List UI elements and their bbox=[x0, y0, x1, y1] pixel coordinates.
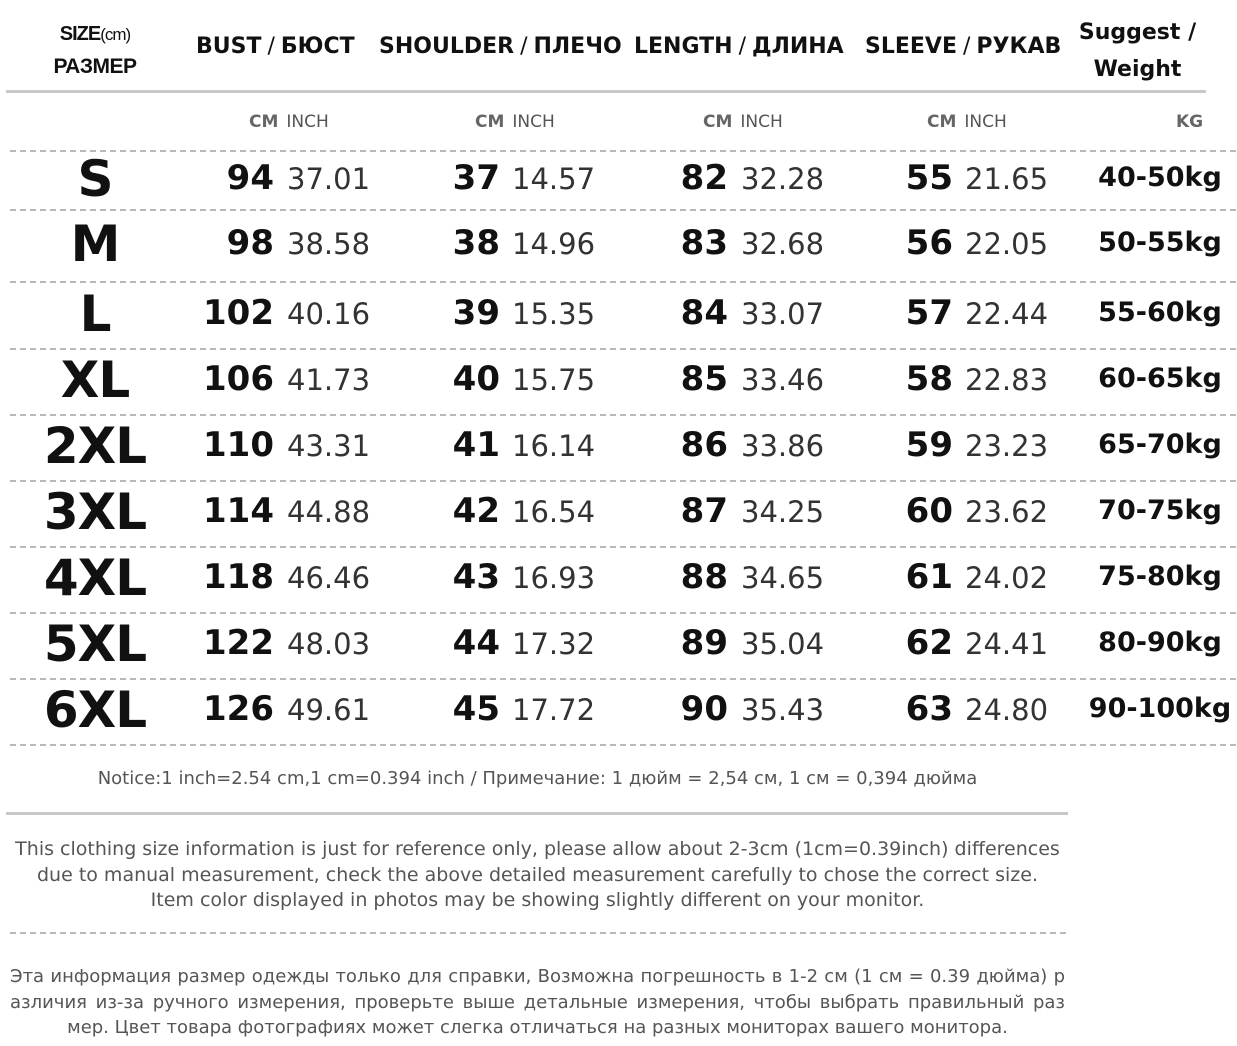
length-inch-value: 33.46 bbox=[741, 363, 825, 397]
size-label: M bbox=[70, 215, 120, 273]
bust-inch-value: 43.31 bbox=[287, 429, 371, 463]
size-label: 5XL bbox=[43, 615, 147, 673]
shoulder-inch-value: 16.14 bbox=[512, 429, 596, 463]
shoulder-inch-value: 16.93 bbox=[512, 561, 596, 595]
length-inch-value: 32.68 bbox=[741, 227, 825, 261]
size-header-ru: РАЗМЕР bbox=[53, 55, 137, 78]
sleeve-inch-value: 22.44 bbox=[965, 296, 1049, 331]
row-divider bbox=[10, 281, 1236, 283]
length-inch-value: 33.07 bbox=[741, 296, 825, 331]
sleeve-inch-value: 23.23 bbox=[965, 429, 1049, 463]
length-header: LENGTH / ДЛИНА bbox=[634, 34, 844, 59]
bust-cm-value: 118 bbox=[203, 557, 274, 597]
sleeve-cm-value: 58 bbox=[905, 359, 953, 399]
bust-header: BUST / БЮСТ bbox=[196, 34, 355, 59]
length-cm-value: 86 bbox=[680, 425, 728, 465]
length-inch-value: 35.04 bbox=[741, 627, 825, 661]
shoulder-cm-value: 43 bbox=[452, 557, 500, 597]
sleeve-cm-value: 59 bbox=[905, 425, 953, 465]
row-divider bbox=[10, 209, 1236, 211]
disclaimer-en: This clothing size information is just for reference only, please allow about 2-3cm (1cm=0.39inch) differences due to manual measurement, check the above detailed measurement carefully to chose the correct size. Item color displayed in photos may be showing slightly different on your monitor. bbox=[15, 838, 1060, 911]
sleeve-cm-value: 57 bbox=[905, 292, 953, 333]
row-divider bbox=[10, 678, 1236, 680]
length-cm-value: 82 bbox=[680, 157, 728, 198]
weight-value: 60-65kg bbox=[1098, 363, 1222, 394]
size-label: S bbox=[77, 149, 113, 208]
length-cm-value: 85 bbox=[680, 359, 728, 399]
sleeve-inch-value: 22.83 bbox=[965, 363, 1049, 397]
shoulder-inch-value: 14.96 bbox=[512, 227, 596, 261]
bust-cm-value: 102 bbox=[203, 292, 274, 333]
length-cm-value: 88 bbox=[680, 557, 728, 597]
length-cm-value: 87 bbox=[680, 491, 728, 531]
bust-inch-value: 44.88 bbox=[287, 495, 371, 529]
sleeve-cm-value: 63 bbox=[905, 689, 953, 729]
length-inch-value: 35.43 bbox=[741, 693, 825, 727]
shoulder-inch-value: 14.57 bbox=[512, 161, 596, 196]
bust-cm-value: 106 bbox=[203, 359, 274, 399]
row-divider bbox=[10, 744, 1236, 746]
length-inch-value: 33.86 bbox=[741, 429, 825, 463]
header-divider bbox=[6, 90, 1206, 93]
size-label: 6XL bbox=[43, 681, 147, 739]
weight-value: 70-75kg bbox=[1098, 495, 1222, 526]
size-label: XL bbox=[60, 351, 130, 409]
shoulder-units: CM INCH bbox=[475, 112, 555, 132]
bust-inch-value: 46.46 bbox=[287, 561, 371, 595]
weight-value: 40-50kg bbox=[1098, 161, 1222, 193]
weight-value: 90-100kg bbox=[1088, 693, 1232, 724]
bust-inch-value: 37.01 bbox=[287, 161, 371, 196]
size-header-label: SIZE bbox=[59, 23, 101, 45]
bust-cm-value: 126 bbox=[203, 689, 274, 729]
length-cm-value: 83 bbox=[680, 223, 728, 263]
shoulder-inch-value: 16.54 bbox=[512, 495, 596, 529]
bust-inch-value: 40.16 bbox=[287, 296, 371, 331]
length-cm-value: 90 bbox=[680, 689, 728, 729]
sleeve-inch-value: 24.80 bbox=[965, 693, 1049, 727]
length-cm-value: 84 bbox=[680, 292, 728, 333]
sleeve-inch-value: 24.02 bbox=[965, 561, 1049, 595]
size-header bbox=[30, 18, 160, 83]
bust-cm-value: 94 bbox=[226, 157, 274, 198]
bust-inch-value: 38.58 bbox=[287, 227, 371, 261]
shoulder-inch-value: 17.72 bbox=[512, 693, 596, 727]
shoulder-inch-value: 15.75 bbox=[512, 363, 596, 397]
bust-cm-value: 110 bbox=[203, 425, 274, 465]
shoulder-cm-value: 41 bbox=[452, 425, 500, 465]
row-divider bbox=[10, 612, 1236, 614]
shoulder-inch-value: 15.35 bbox=[512, 296, 596, 331]
sleeve-inch-value: 21.65 bbox=[965, 161, 1049, 196]
sleeve-inch-value: 23.62 bbox=[965, 495, 1049, 529]
shoulder-cm-value: 40 bbox=[452, 359, 500, 399]
notice-divider bbox=[6, 812, 1068, 815]
length-inch-value: 32.28 bbox=[741, 161, 825, 196]
shoulder-cm-value: 42 bbox=[452, 491, 500, 531]
sleeve-inch-value: 24.41 bbox=[965, 627, 1049, 661]
weight-value: 55-60kg bbox=[1098, 296, 1222, 328]
weight-value: 50-55kg bbox=[1098, 227, 1222, 258]
weight-header: Suggest / Weight bbox=[1078, 20, 1197, 82]
bust-inch-value: 41.73 bbox=[287, 363, 371, 397]
size-label: 4XL bbox=[43, 549, 147, 607]
sleeve-inch-value: 22.05 bbox=[965, 227, 1049, 261]
shoulder-inch-value: 17.32 bbox=[512, 627, 596, 661]
sleeve-cm-value: 60 bbox=[905, 491, 953, 531]
row-divider bbox=[10, 414, 1236, 416]
length-inch-value: 34.25 bbox=[741, 495, 825, 529]
shoulder-header: SHOULDER / ПЛЕЧО bbox=[379, 34, 622, 59]
size-label: 3XL bbox=[43, 483, 147, 541]
shoulder-cm-value: 38 bbox=[452, 223, 500, 263]
sleeve-cm-value: 61 bbox=[905, 557, 953, 597]
weight-value: 80-90kg bbox=[1098, 627, 1222, 658]
row-divider bbox=[10, 546, 1236, 548]
row-divider bbox=[10, 348, 1236, 350]
bust-cm-value: 122 bbox=[203, 623, 274, 663]
shoulder-cm-value: 45 bbox=[452, 689, 500, 729]
bust-cm-value: 114 bbox=[203, 491, 274, 531]
length-cm-value: 89 bbox=[680, 623, 728, 663]
sleeve-cm-value: 56 bbox=[905, 223, 953, 263]
sleeve-cm-value: 62 bbox=[905, 623, 953, 663]
sleeve-units: CM INCH bbox=[927, 112, 1007, 132]
bust-inch-value: 49.61 bbox=[287, 693, 371, 727]
shoulder-cm-value: 44 bbox=[452, 623, 500, 663]
disclaimer-ru: Эта информация размер одежды только для справки, Возможна погрешность в 1-2 см (1 см = 0.39 дюйма) р азличия из-за ручного измерения, проверьте выше детальные измерения, чтобы выбрать правильный раз мер. Цвет товара фотографиях может слегка отличаться на разных мониторах вашего монитора. bbox=[10, 966, 1065, 1038]
size-label: 2XL bbox=[43, 417, 147, 475]
bust-inch-value: 48.03 bbox=[287, 627, 371, 661]
sleeve-header: SLEEVE / РУКАВ bbox=[865, 34, 1062, 59]
size-header-unit: (cm) bbox=[100, 25, 131, 44]
sleeve-cm-value: 55 bbox=[905, 157, 953, 198]
shoulder-cm-value: 39 bbox=[452, 292, 500, 333]
conversion-notice: Notice:1 inch=2.54 cm,1 cm=0.394 inch / Примечание: 1 дюйм = 2,54 см, 1 см = 0,394 дюйма bbox=[97, 768, 978, 789]
weight-units: KG bbox=[1176, 112, 1204, 132]
weight-value: 75-80kg bbox=[1098, 561, 1222, 592]
bust-units: CM INCH bbox=[249, 112, 329, 132]
length-units: CM INCH bbox=[703, 112, 783, 132]
disclaimer-divider bbox=[10, 932, 1066, 934]
weight-value: 65-70kg bbox=[1098, 429, 1222, 460]
length-inch-value: 34.65 bbox=[741, 561, 825, 595]
size-label: L bbox=[79, 284, 111, 343]
shoulder-cm-value: 37 bbox=[452, 157, 500, 198]
row-divider bbox=[10, 150, 1236, 152]
row-divider bbox=[10, 480, 1236, 482]
bust-cm-value: 98 bbox=[226, 223, 274, 263]
